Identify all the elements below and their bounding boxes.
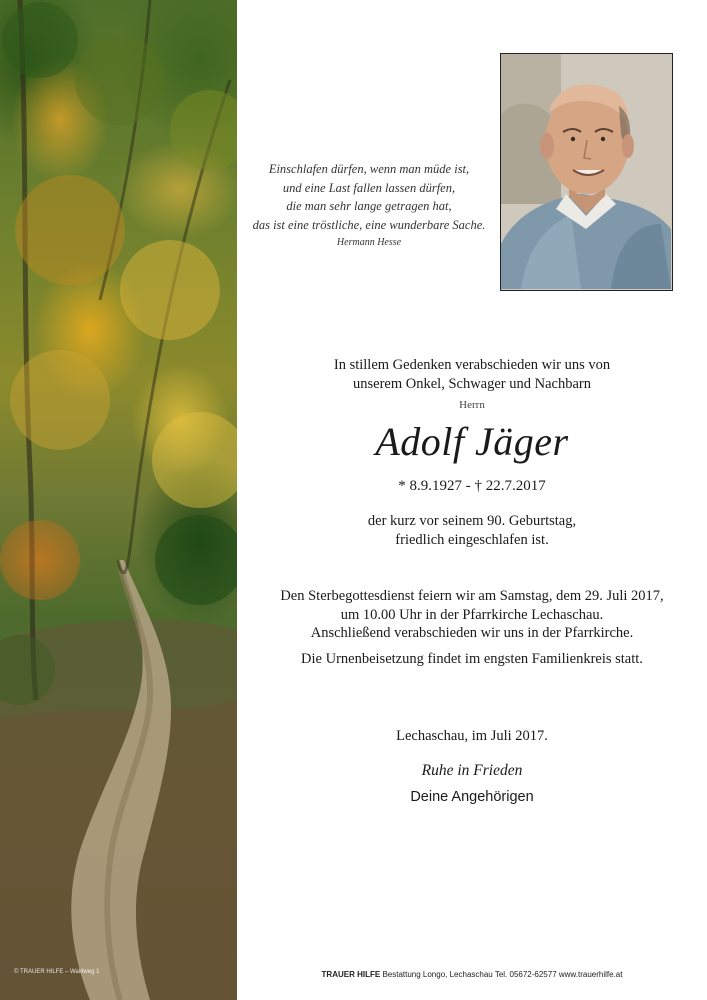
intro-line: In stillem Gedenken verabschieden wir uns von <box>333 357 611 373</box>
family-signature: Deine Angehörigen <box>410 789 534 805</box>
service-details <box>237 587 707 643</box>
footer-contact: Bestattung Longo, Lechaschau Tel. 05672-62577 www.trauerhilfe.at <box>382 970 623 979</box>
forest-path-illustration <box>0 0 237 1000</box>
rest-in-peace: Ruhe in Frieden <box>421 762 523 779</box>
photo-copyright: © TRAUER HILFE – Waldweg 1 <box>14 969 100 975</box>
quote-line: Einschlafen dürfen, wenn man müde ist, <box>268 162 470 176</box>
service-line: um 10.00 Uhr in der Pfarrkirche Lechaschau. <box>340 606 604 623</box>
quote-line: und eine Last fallen lassen dürfen, <box>282 180 456 195</box>
footer-brand: TRAUER HILFE <box>321 970 381 979</box>
note-line: der kurz vor seinem 90. Geburtstag, <box>367 513 577 529</box>
quote-author: Hermann Hesse <box>336 237 402 248</box>
life-dates: * 8.9.1927 - † 22.7.2017 <box>398 478 546 494</box>
intro-text <box>237 356 707 393</box>
passing-note <box>237 512 707 549</box>
intro-line: unserem Onkel, Schwager und Nachbarn <box>353 375 591 392</box>
deceased-name: Adolf Jäger <box>375 419 569 464</box>
memorial-quote <box>250 160 488 252</box>
salutation: Herrn <box>459 399 485 411</box>
quote-line: das ist eine tröstliche, eine wunderbare Sache. <box>252 217 486 232</box>
service-line: Anschließend verabschieden wir uns in der Pfarrkirche. <box>310 625 634 641</box>
portrait-photo <box>500 53 673 291</box>
note-line: friedlich eingeschlafen ist. <box>395 531 549 548</box>
urn-burial-note: Die Urnenbeisetzung findet im engsten Familienkreis statt. <box>301 651 643 667</box>
quote-line: die man sehr lange getragen hat, <box>286 199 452 213</box>
side-photo-autumn-path <box>0 0 237 1000</box>
footer <box>237 970 707 979</box>
place-and-date: Lechaschau, im Juli 2017. <box>396 728 548 744</box>
service-line: Den Sterbegottesdienst feiern wir am Samstag, dem 29. Juli 2017, <box>280 588 664 604</box>
